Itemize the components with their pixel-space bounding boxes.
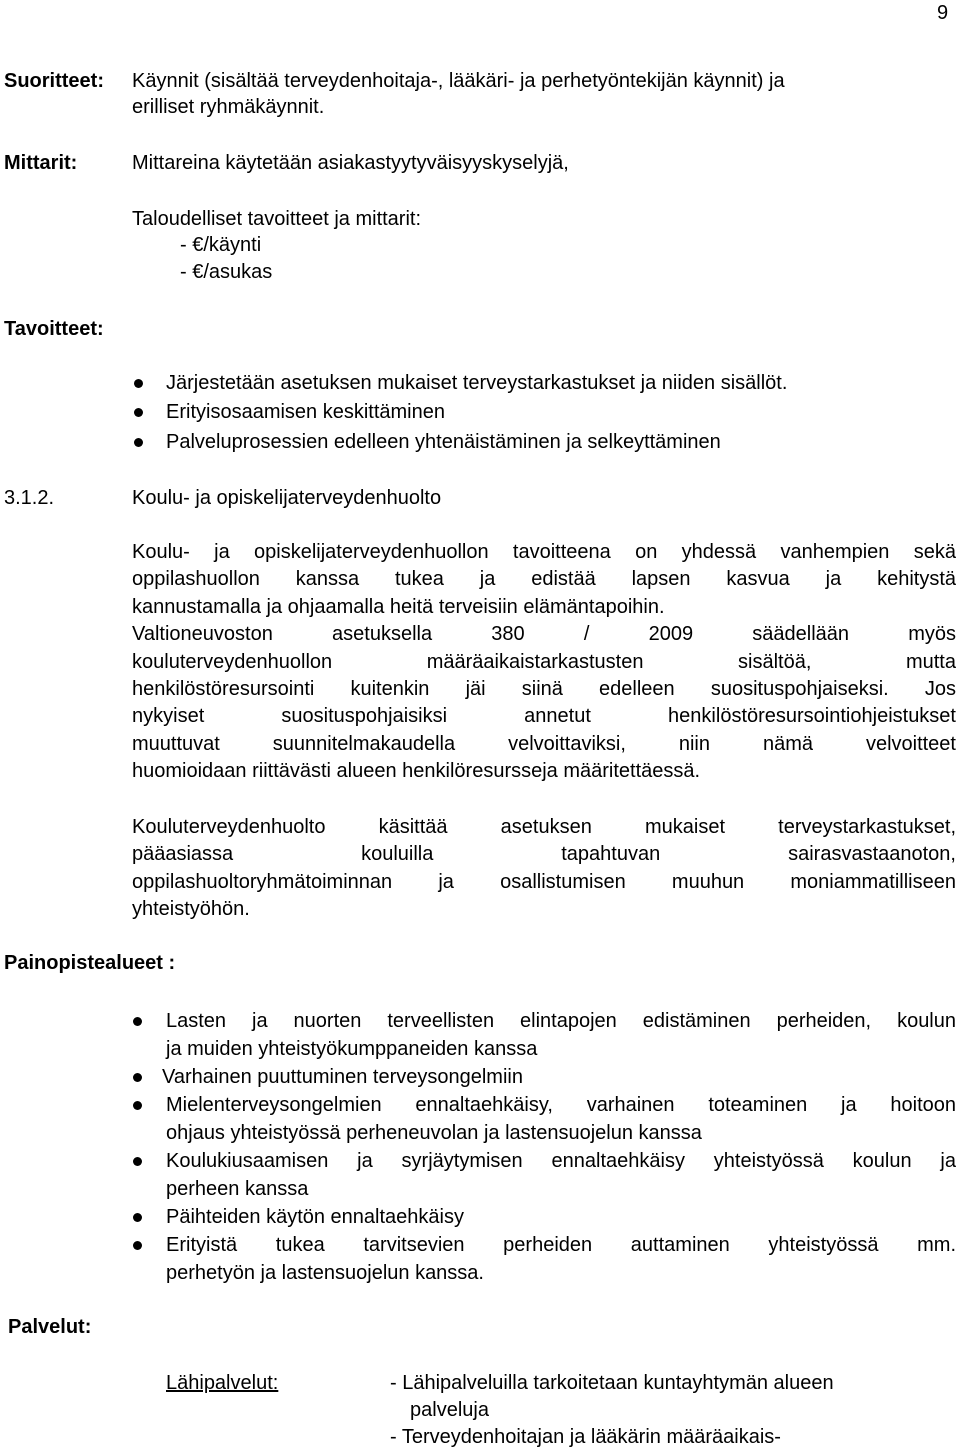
bullet-icon	[134, 379, 143, 388]
financial-heading: Taloudelliset tavoitteet ja mittarit:	[132, 208, 422, 230]
section-title: Koulu- ja opiskelijaterveydenhuolto	[132, 487, 442, 509]
paragraph-line: yhteistyöhön.	[132, 898, 250, 921]
suoritteet-label: Suoritteet:	[4, 70, 104, 92]
list-item	[166, 1091, 956, 1119]
tavoite-item: Järjestetään asetuksen mukaiset terveystarkastukset ja niiden sisällöt.	[166, 372, 788, 394]
paragraph-line: kouluterveydenhuollon määräaikaistarkastusten sisältöä, mutta	[132, 650, 956, 673]
bullet-icon	[133, 1213, 142, 1222]
painopiste-list	[162, 1007, 956, 1287]
list-item-text: Varhainen puuttuminen terveysongelmiin	[162, 1066, 523, 1088]
lahipalvelut-line: - Terveydenhoitajan ja lääkärin määräaikais-	[390, 1426, 781, 1448]
tavoitteet-label: Tavoitteet:	[4, 318, 104, 340]
paragraph-line: Valtioneuvoston asetuksella 380 / 2009 säädellään myös	[132, 623, 956, 646]
list-item-text: Päihteiden käytön ennaltaehkäisy	[166, 1206, 464, 1228]
paragraph-line: Kouluterveydenhuolto käsittää asetuksen mukaiset terveystarkastukset,	[132, 816, 956, 838]
palvelut-label: Palvelut:	[8, 1316, 92, 1338]
paragraph-line: kannustamalla ja ohjaamalla heitä terveisiin elämäntapoihin.	[132, 595, 665, 618]
page-number: 9	[937, 2, 949, 24]
list-item-text: Lasten ja nuorten terveellisten elintapojen edistäminen perheiden, koulun	[166, 1010, 956, 1032]
list-item	[162, 1063, 956, 1091]
tavoite-item: Erityisosaamisen keskittäminen	[166, 401, 445, 423]
bullet-icon	[134, 438, 143, 447]
bullet-icon	[133, 1073, 142, 1082]
bullet-icon	[134, 408, 143, 417]
bullet-icon	[133, 1101, 142, 1110]
list-item	[166, 1147, 956, 1175]
tavoite-item: Palveluprosessien edelleen yhtenäistäminen ja selkeyttäminen	[166, 431, 721, 453]
list-item-continuation: perhetyön ja lastensuojelun kanssa.	[166, 1262, 484, 1284]
section-paragraph-2	[132, 814, 956, 924]
bullet-icon	[133, 1017, 142, 1026]
lahipalvelut-line: palveluja	[410, 1399, 489, 1421]
bullet-icon	[133, 1157, 142, 1166]
financial-item: - €/käynti	[180, 234, 262, 256]
list-item-text: Erityistä tukea tarvitsevien perheiden auttaminen yhteistyössä mm.	[166, 1234, 956, 1256]
paragraph-line: nykyiset suosituspohjaisiksi annetut henkilöstöresursointiohjeistukset	[132, 705, 956, 728]
bullet-icon	[133, 1241, 142, 1250]
paragraph-line: pääasiassa kouluilla tapahtuvan sairasvastaanoton,	[132, 843, 956, 866]
paragraph-line: oppilashuollon kanssa tukea ja edistää lapsen kasvua ja kehitystä	[132, 568, 956, 591]
lahipalvelut-line: - Lähipalveluilla tarkoitetaan kuntayhtymän alueen	[390, 1372, 834, 1394]
financial-item: - €/asukas	[180, 261, 273, 283]
painopistealueet-label: Painopistealueet :	[4, 952, 176, 974]
list-item-text: Mielenterveysongelmien ennaltaehkäisy, varhainen toteaminen ja hoitoon	[166, 1094, 956, 1116]
lahipalvelut-label: Lähipalvelut:	[166, 1372, 279, 1394]
paragraph-line: huomioidaan riittävästi alueen henkilöresursseja määritettäessä.	[132, 760, 701, 783]
section-number: 3.1.2.	[4, 487, 55, 509]
suoritteet-line-2: erilliset ryhmäkäynnit.	[132, 96, 325, 118]
list-item	[166, 1231, 956, 1259]
list-item-continuation: perheen kanssa	[166, 1178, 309, 1200]
paragraph-line: henkilöstöresursointi kuitenkin jäi siinä edelleen suosituspohjaiseksi. Jos	[132, 678, 956, 701]
list-item	[166, 1203, 956, 1231]
mittarit-label: Mittarit:	[4, 152, 78, 174]
list-item-continuation: ohjaus yhteistyössä perheneuvolan ja lastensuojelun kanssa	[166, 1122, 702, 1144]
list-item	[166, 1007, 956, 1035]
paragraph-line: Koulu- ja opiskelijaterveydenhuollon tavoitteena on yhdessä vanhempien sekä	[132, 541, 956, 563]
list-item-continuation: ja muiden yhteistyökumppaneiden kanssa	[166, 1038, 538, 1060]
section-paragraph-1	[132, 539, 956, 786]
suoritteet-line-1: Käynnit (sisältää terveydenhoitaja-, lääkäri- ja perhetyöntekijän käynnit) ja	[132, 70, 785, 92]
list-item-text: Koulukiusaamisen ja syrjäytymisen ennaltaehkäisy yhteistyössä koulun ja	[166, 1150, 956, 1172]
paragraph-line: muuttuvat suunnitelmakaudella velvoittaviksi, niin nämä velvoitteet	[132, 732, 956, 755]
mittarit-line-1: Mittareina käytetään asiakastyytyväisyyskyselyjä,	[132, 152, 569, 174]
paragraph-line: oppilashuoltoryhmätoiminnan ja osallistumisen muuhun moniammatilliseen	[132, 870, 956, 893]
